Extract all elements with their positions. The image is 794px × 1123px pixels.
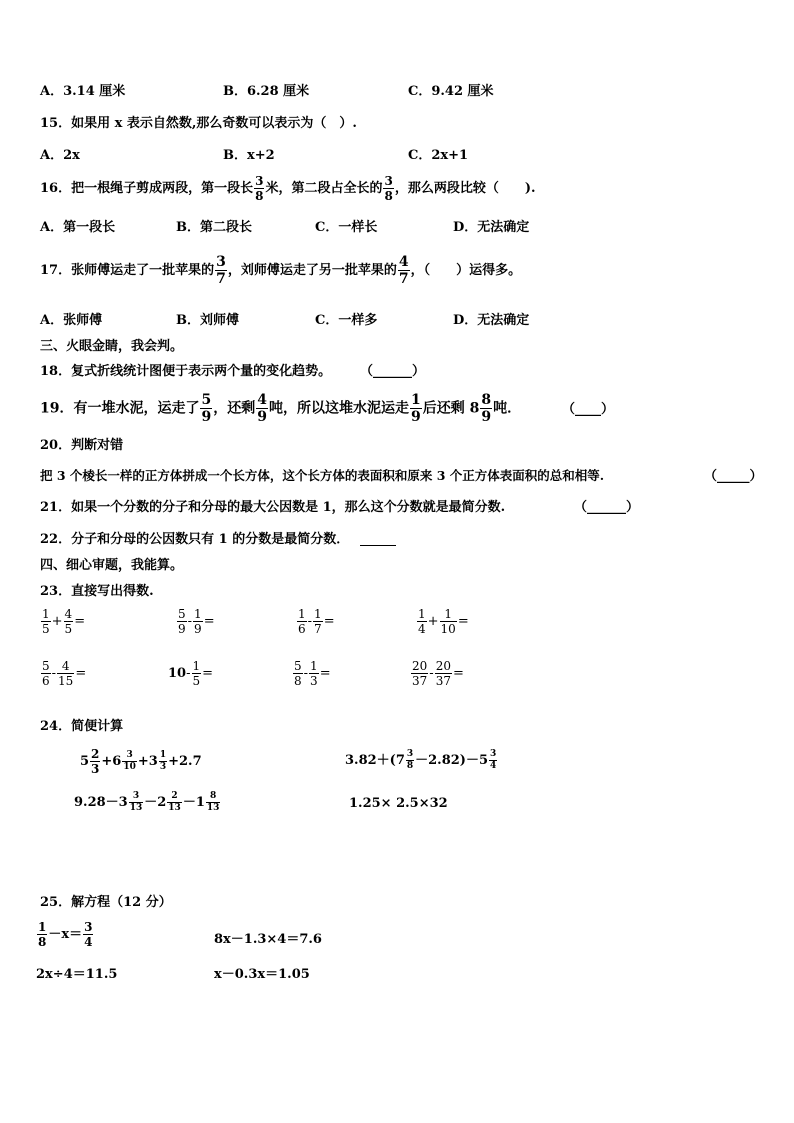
q16-option-d: D．无法确定 [453,220,530,235]
section-4-heading: 四、细心审题，我能算。 [40,558,184,573]
q24-title: 24．简便计算 [40,719,124,734]
q18-text: 18．复式折线统计图便于表示两个量的变化趋势。 [40,364,332,379]
q20-text: 把 3 个棱长一样的正方体拼成一个长方体，这个长方体的表面积和原来 3 个正方体表面积的总和相等. [40,468,605,483]
q25-equation-4: x－0.3x＝1.05 [214,967,310,982]
q15-text: 15．如果用 x 表示自然数,那么奇数可以表示为（ ）. [40,116,357,131]
q22-text: 22．分子和分母的公因数只有 1 的分数是最简分数． [40,532,350,547]
q20-answer-blank[interactable]: （_____） [704,469,763,484]
q25-equation-3: 2x÷4＝11.5 [36,967,118,982]
q24-expression-3: 9.28－3 $\frac{3}{13}$ －2 $\frac{2}{13}$ －1 $\frac{8}{13}$ [74,791,220,813]
q23-r1-item-1: $\frac{1}{5}$ + $\frac{4}{5}$ = [42,607,86,636]
q23-r2-item-3: $\frac{5}{8}$ - $\frac{1}{3}$ = [294,659,331,688]
q23-r1-item-2: $\frac{5}{9}$ - $\frac{1}{9}$ = [178,607,215,636]
q15-option-c: C．2x+1 [408,148,469,163]
q18-answer-blank[interactable]: （______） [360,364,426,379]
q16-option-c: C．一样长 [315,220,378,235]
q24-expression-1: 5 $\frac{2}{3}$ +6 $\frac{3}{10}$ +3 $\frac{1}{3}$ +2.7 [80,747,202,776]
q19-fraction-2: $\frac{4}{9}$ [257,392,267,425]
q23-r2-item-1: $\frac{5}{6}$ - $\frac{4}{15}$ = [42,659,87,688]
q22-answer-blank[interactable] [360,545,396,546]
section-3-heading: 三、火眼金睛，我会判。 [40,339,184,354]
q20-title: 20．判断对错 [40,438,124,453]
q19-answer-blank[interactable]: （____） [562,402,615,417]
q21-text: 21．如果一个分数的分子和分母的最大公因数是 1，那么这个分数就是最简分数. [40,500,506,515]
q16-option-b: B．第二段长 [176,220,252,235]
q25-title: 25．解方程（12 分） [40,895,172,910]
q23-r2-item-2: 10- $\frac{1}{5}$ = [168,659,214,688]
q25-equation-1: $\frac{1}{8}$ －x＝ $\frac{3}{4}$ [38,920,93,949]
q16-fraction-2: $\frac{3}{8}$ [384,174,393,203]
q17-fraction-1: $\frac{3}{7}$ [216,254,226,287]
q16-fraction-1: $\frac{3}{8}$ [255,174,264,203]
q17-option-c: C．一样多 [315,313,378,328]
q15-option-b: B．x+2 [223,148,275,163]
q23-r2-item-4: $\frac{20}{37}$ - $\frac{20}{37}$ = [412,659,464,688]
q25-equation-2: 8x－1.3×4＝7.6 [214,932,322,947]
q17-question: 17．张师傅运走了一批苹果的 $\frac{3}{7}$ ，刘师傅运走了另一批苹果的 $\frac{4}{7}$ ，（ ）运得多。 [40,254,522,287]
q17-option-b: B．刘师傅 [176,313,239,328]
q19-fraction-1: $\frac{5}{9}$ [201,392,212,425]
q17-fraction-2: $\frac{4}{7}$ [398,254,409,287]
q24-expression-4: 1.25× 2.5×32 [349,796,448,811]
q24-expression-2: 3.82＋(7 $\frac{3}{8}$ －2.82)－5 $\frac{3}{4}$ [345,749,497,771]
q19-fraction-3: $\frac{1}{9}$ [410,392,421,425]
q14-option-a: A．3.14 厘米 [40,84,126,99]
q23-r1-item-4: $\frac{1}{4}$ + $\frac{1}{10}$ = [418,607,469,636]
q16-option-a: A．第一段长 [40,220,116,235]
q14-option-b: B．6.28 厘米 [223,84,310,99]
q16-question: 16．把一根绳子剪成两段，第一段长 $\frac{3}{8}$ 米，第二段占全长的 $\frac{3}{8}$ ，那么两段比较（ ). [40,174,536,203]
q21-answer-blank[interactable]: （______） [574,500,640,515]
q23-title: 23．直接写出得数. [40,584,154,599]
q19-question: 19．有一堆水泥，运走了 $\frac{5}{9}$ ，还剩 $\frac{4}{9}$ 吨，所以这堆水泥运走 $\frac{1}{9}$ 后还剩 8 $\frac{8}{9}$ 吨． [40,392,522,425]
q19-fraction-4: $\frac{8}{9}$ [481,392,492,425]
q23-r1-item-3: $\frac{1}{6}$ - $\frac{1}{7}$ = [298,607,335,636]
q17-option-d: D．无法确定 [453,313,530,328]
q17-option-a: A．张师傅 [40,313,103,328]
q14-option-c: C．9.42 厘米 [408,84,494,99]
q15-option-a: A．2x [40,148,80,163]
